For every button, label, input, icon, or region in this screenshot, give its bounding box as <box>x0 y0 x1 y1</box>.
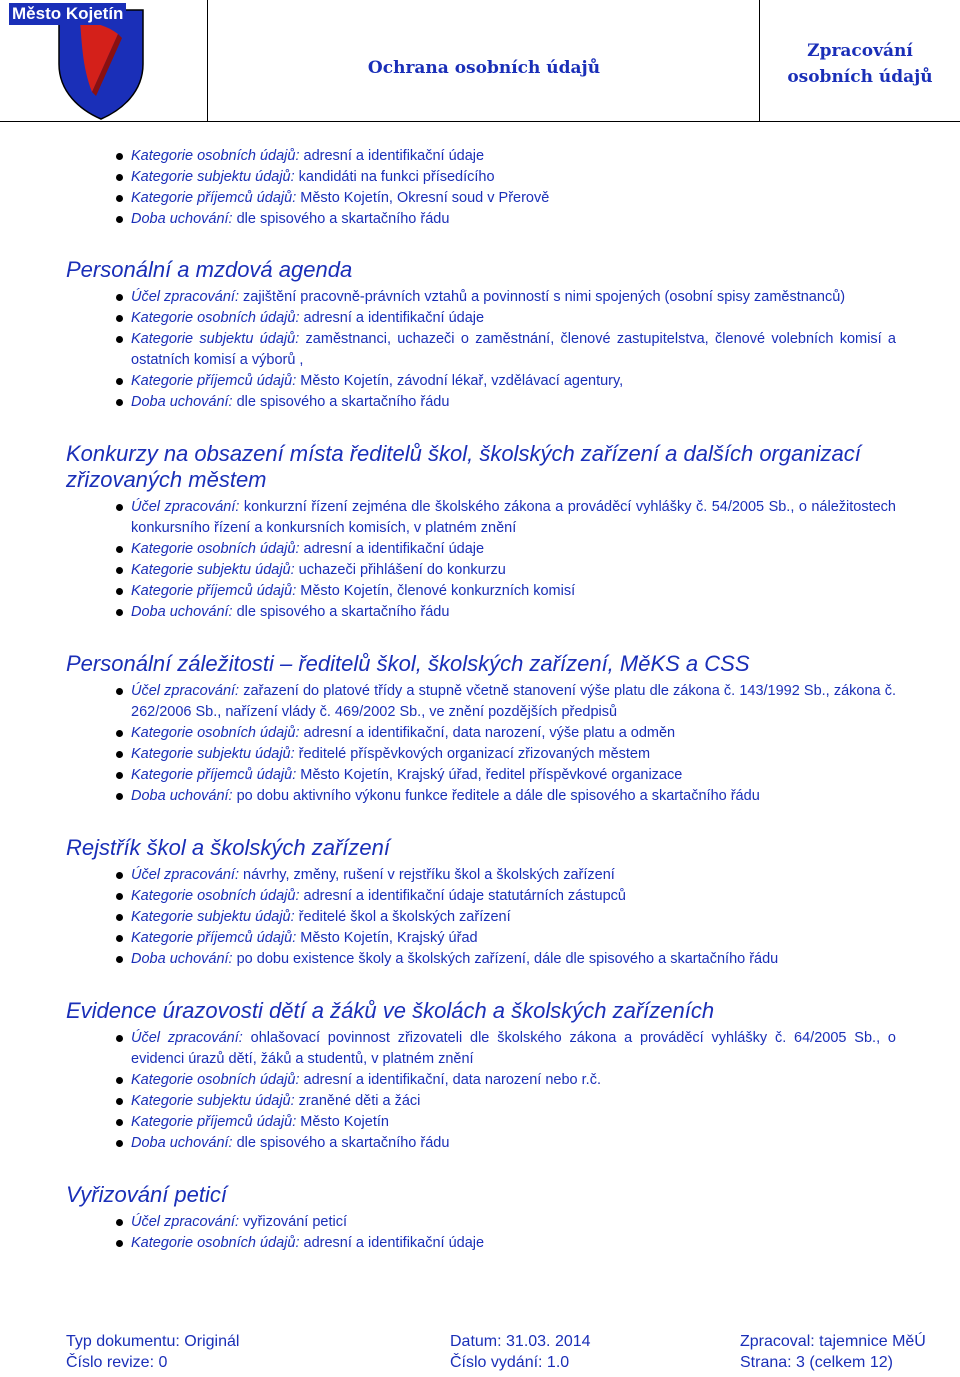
item-label: Kategorie osobních údajů: <box>131 310 300 326</box>
list-item <box>131 865 896 886</box>
item-text: Město Kojetín, Krajský úřad <box>296 930 478 946</box>
item-text: adresní a identifikační, data narození, výše platu a odměn <box>299 725 676 741</box>
item-list <box>66 681 896 807</box>
list-item <box>131 1028 896 1070</box>
item-text: adresní a identifikační, data narození nebo r.č. <box>299 1072 601 1088</box>
list-item <box>131 723 896 744</box>
item-label: Doba uchování: <box>131 604 233 620</box>
item-label: Kategorie subjektu údajů: <box>131 169 295 185</box>
section-continued <box>66 146 896 230</box>
list-item <box>131 371 896 392</box>
item-text: dle spisového a skartačního řádu <box>232 1135 450 1151</box>
list-item <box>131 209 896 230</box>
item-text: po dobu aktivního výkonu funkce ředitele a dále dle spisového a skartačního řádu <box>232 788 760 804</box>
list-item <box>131 560 896 581</box>
header-right-cell <box>760 0 960 122</box>
document-footer <box>66 1333 952 1377</box>
item-list <box>66 1028 896 1154</box>
doc-date: Datum: 31.03. 2014 <box>450 1333 591 1350</box>
header-logo-cell <box>0 0 208 122</box>
item-text: adresní a identifikační údaje <box>299 541 485 557</box>
item-label: Účel zpracování: <box>131 1214 239 1230</box>
item-label: Kategorie příjemců údajů: <box>131 1114 297 1130</box>
section-school-register <box>66 835 896 970</box>
list-item <box>131 287 896 308</box>
item-text: konkurzní řízení zejména dle školského zákona a prováděcí vyhlášky č. 54/2005 Sb., o náležitostech konkursního řízení a konkursních komisích, v platném znění <box>131 499 896 536</box>
document-header <box>0 0 960 122</box>
item-label: Kategorie osobních údajů: <box>131 888 300 904</box>
doc-type: Typ dokumentu: Originál <box>66 1333 240 1350</box>
list-item <box>131 886 896 907</box>
section-heading: Konkurzy na obsazení místa ředitelů škol, školských zařízení a dalších organizací zřizovaných městem <box>66 441 861 492</box>
item-label: Doba uchování: <box>131 211 233 227</box>
list-item <box>131 1233 896 1254</box>
document-subject-line2: osobních údajů <box>787 67 933 87</box>
item-label: Kategorie subjektu údajů: <box>131 562 295 578</box>
list-item <box>131 188 896 209</box>
list-item <box>131 167 896 188</box>
item-label: Účel zpracování: <box>131 683 240 699</box>
item-label: Účel zpracování: <box>131 867 239 883</box>
list-item <box>131 392 896 413</box>
item-text: zraněné děti a žáci <box>294 1093 421 1109</box>
item-text: dle spisového a skartačního řádu <box>232 394 450 410</box>
item-label: Kategorie subjektu údajů: <box>131 909 295 925</box>
list-item <box>131 146 896 167</box>
section-personal-payroll <box>66 257 896 413</box>
header-title-cell <box>208 0 760 122</box>
list-item <box>131 602 896 623</box>
item-label: Kategorie osobních údajů: <box>131 1072 300 1088</box>
item-label: Kategorie osobních údajů: <box>131 1235 300 1251</box>
item-label: Účel zpracování: <box>131 1030 243 1046</box>
list-item <box>131 928 896 949</box>
list-item <box>131 329 896 371</box>
item-label: Kategorie příjemců údajů: <box>131 190 297 206</box>
list-item <box>131 539 896 560</box>
item-label: Doba uchování: <box>131 394 233 410</box>
item-text: adresní a identifikační údaje <box>299 148 485 164</box>
item-label: Doba uchování: <box>131 1135 233 1151</box>
item-text: Město Kojetín, členové konkurzních komisí <box>296 583 576 599</box>
section-injury-records <box>66 998 896 1154</box>
document-subject-line1: Zpracování <box>807 41 913 61</box>
item-text: ředitelé škol a školských zařízení <box>294 909 511 925</box>
item-label: Účel zpracování: <box>131 499 240 515</box>
item-text: vyřizování peticí <box>239 1214 347 1230</box>
item-text: uchazeči přihlášení do konkurzu <box>294 562 506 578</box>
item-list <box>66 865 896 970</box>
list-item <box>131 681 896 723</box>
list-item <box>131 497 896 539</box>
list-item <box>131 1133 896 1154</box>
item-label: Kategorie subjektu údajů: <box>131 746 295 762</box>
item-text: adresní a identifikační údaje statutárních zástupců <box>299 888 626 904</box>
item-list <box>66 146 896 230</box>
doc-author: Zpracoval: tajemnice MěÚ <box>740 1333 926 1350</box>
list-item <box>131 308 896 329</box>
item-text: zařazení do platové třídy a stupně včetně stanovení výše platu dle zákona č. 143/1992 Sb., zákona č. 262/2006 Sb., nařízení vlády č. 469/2002 Sb., ve znění pozdějších předpisů <box>131 683 896 720</box>
page-number: Strana: 3 (celkem 12) <box>740 1354 893 1371</box>
list-item <box>131 1070 896 1091</box>
item-label: Účel zpracování: <box>131 289 239 305</box>
item-list <box>66 1212 896 1254</box>
item-text: kandidáti na funkci přísedícího <box>294 169 495 185</box>
item-label: Kategorie příjemců údajů: <box>131 373 297 389</box>
document-body <box>66 146 896 1282</box>
footer-row <box>66 1354 952 1375</box>
item-text: dle spisového a skartačního řádu <box>232 211 450 227</box>
section-heading: Evidence úrazovosti dětí a žáků ve školách a školských zařízeních <box>66 998 715 1023</box>
section-competitions <box>66 441 896 623</box>
item-list <box>66 287 896 413</box>
section-heading: Personální a mzdová agenda <box>66 257 353 282</box>
item-text: Město Kojetín, závodní lékař, vzdělávací agentury, <box>296 373 624 389</box>
revision-number: Číslo revize: 0 <box>66 1354 168 1371</box>
town-name: Město Kojetín <box>9 3 126 25</box>
list-item <box>131 949 896 970</box>
list-item <box>131 786 896 807</box>
item-text: zaměstnanci, uchazeči o zaměstnání, členové zastupitelstva, členové volebních komisí a ostatních komisí a výborů , <box>131 331 896 368</box>
section-heading: Personální záležitosti – ředitelů škol, školských zařízení, MěKS a CSS <box>66 651 750 676</box>
item-label: Kategorie osobních údajů: <box>131 148 300 164</box>
list-item <box>131 1091 896 1112</box>
list-item <box>131 1112 896 1133</box>
item-text: Město Kojetín, Okresní soud v Přerově <box>296 190 550 206</box>
item-label: Kategorie osobních údajů: <box>131 725 300 741</box>
item-label: Kategorie příjemců údajů: <box>131 930 297 946</box>
list-item <box>131 581 896 602</box>
document-subject <box>760 38 960 90</box>
list-item <box>131 907 896 928</box>
item-text: adresní a identifikační údaje <box>299 1235 485 1251</box>
item-text: ohlašovací povinnost zřizovateli dle školského zákona a prováděcí vyhlášky č. 64/2005 Sb., o evidenci úrazů dětí, žáků a studentů, v platném znění <box>131 1030 896 1067</box>
section-director-matters <box>66 651 896 807</box>
item-label: Kategorie subjektu údajů: <box>131 1093 295 1109</box>
section-heading: Vyřizování peticí <box>66 1182 228 1207</box>
item-text: zajištění pracovně-právních vztahů a povinností s nimi spojených (osobní spisy zaměstnanců) <box>239 289 846 305</box>
item-label: Doba uchování: <box>131 788 233 804</box>
section-heading: Rejstřík škol a školských zařízení <box>66 835 390 860</box>
issue-number: Číslo vydání: 1.0 <box>450 1354 570 1371</box>
item-text: po dobu existence školy a školských zařízení, dále dle spisového a skartačního řádu <box>232 951 779 967</box>
list-item <box>131 1212 896 1233</box>
list-item <box>131 744 896 765</box>
item-label: Kategorie příjemců údajů: <box>131 767 297 783</box>
list-item <box>131 765 896 786</box>
item-text: ředitelé příspěvkových organizací zřizovaných městem <box>294 746 651 762</box>
document-title: Ochrana osobních údajů <box>367 58 601 78</box>
item-list <box>66 497 896 623</box>
item-label: Kategorie příjemců údajů: <box>131 583 297 599</box>
item-text: dle spisového a skartačního řádu <box>232 604 450 620</box>
item-text: Město Kojetín, Krajský úřad, ředitel příspěvkové organizace <box>296 767 683 783</box>
item-label: Kategorie subjektu údajů: <box>131 331 300 347</box>
item-text: návrhy, změny, rušení v rejstříku škol a školských zařízení <box>239 867 615 883</box>
item-text: Město Kojetín <box>296 1114 389 1130</box>
footer-row <box>66 1333 952 1354</box>
item-label: Doba uchování: <box>131 951 233 967</box>
item-text: adresní a identifikační údaje <box>299 310 485 326</box>
section-petitions <box>66 1182 896 1254</box>
item-label: Kategorie osobních údajů: <box>131 541 300 557</box>
